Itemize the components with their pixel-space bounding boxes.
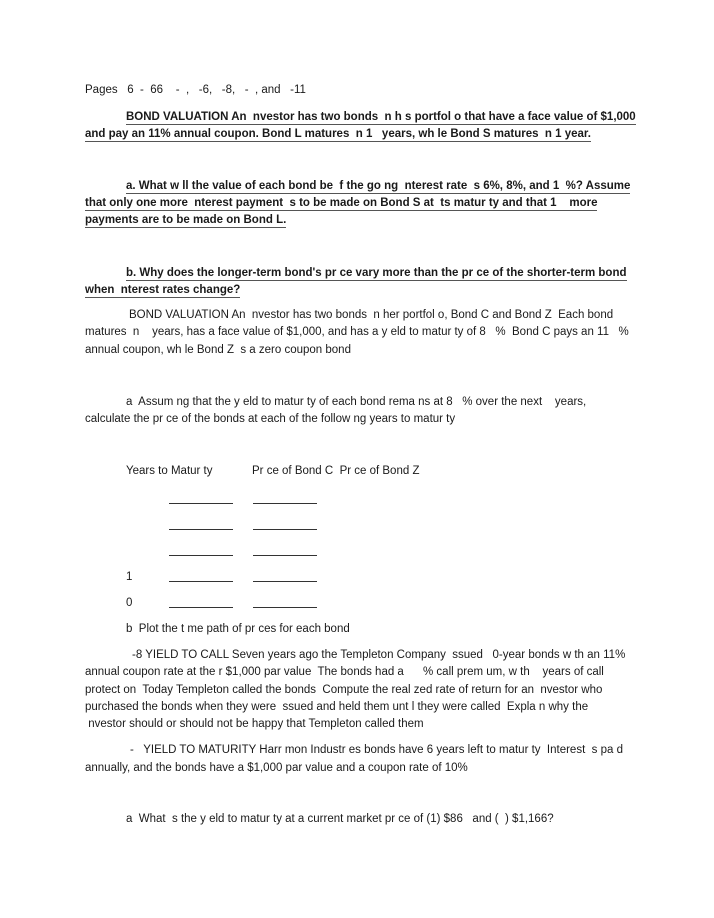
q4a-line: a What s the y eld to matur ty at a current market pr ce of (1) $86 and ( ) $1,166? <box>126 813 554 825</box>
bond-c-price-blank[interactable] <box>169 545 233 556</box>
q1a-line-1: a. What w ll the value of each bond be f the go ng nterest rate s 6%, 8%, and 1 %? Assume <box>126 180 631 192</box>
q1b-line-2: when nterest rates change? <box>85 284 241 296</box>
bond-z-price-blank[interactable] <box>253 545 317 556</box>
q2b-line: b Plot the t me path of pr ces for each bond <box>126 623 350 635</box>
q4-line-1: - YIELD TO MATURITY Harr mon Industr es bonds have 6 years left to matur ty Interest s pa d <box>130 744 623 756</box>
table-row-year: 0 <box>126 597 133 609</box>
q3-line-5: nvestor should or should not be happy that Templeton called them <box>85 718 424 730</box>
table-header-prices: Pr ce of Bond C Pr ce of Bond Z <box>252 465 420 477</box>
bond-z-price-blank[interactable] <box>253 519 317 530</box>
bond-c-price-blank[interactable] <box>169 571 233 582</box>
q1a-line-2: that only one more nterest payment s to be made on Bond S at ts matur ty and that 1 more <box>85 197 598 209</box>
q1-line-1: BOND VALUATION An nvestor has two bonds n h s portfol o that have a face value of $1,000 <box>126 111 636 123</box>
q2-line-2: matures n years, has a face value of $1,000, and has a y eld to matur ty of 8 % Bond C pays an 11 % <box>85 326 629 338</box>
q1b-line-1: b. Why does the longer-term bond's pr ce vary more than the pr ce of the shorter-term bond <box>126 267 627 279</box>
bond-c-price-blank[interactable] <box>169 519 233 530</box>
bond-z-price-blank[interactable] <box>253 571 317 582</box>
q3-line-1: -8 YIELD TO CALL Seven years ago the Templeton Company ssued 0-year bonds w th an 11% <box>132 649 626 661</box>
q1-line-2: and pay an 11% annual coupon. Bond L matures n 1 years, wh le Bond S matures n 1 year. <box>85 128 591 140</box>
bond-c-price-blank[interactable] <box>169 597 233 608</box>
q2-line-1: BOND VALUATION An nvestor has two bonds n her portfol o, Bond C and Bond Z Each bond <box>129 309 614 321</box>
q2-line-3: annual coupon, wh le Bond Z s a zero coupon bond <box>85 344 351 356</box>
q2a-line-1: a Assum ng that the y eld to matur ty of each bond rema ns at 8 % over the next years, <box>126 396 587 408</box>
bond-c-price-blank[interactable] <box>169 493 233 504</box>
q3-line-2: annual coupon rate at the r $1,000 par value The bonds had a % call prem um, w th years of call <box>85 666 604 678</box>
pages-reference: Pages 6 - 66 - , -6, -8, - , and -11 <box>85 84 306 96</box>
bond-z-price-blank[interactable] <box>253 597 317 608</box>
q3-line-3: protect on Today Templeton called the bonds Compute the real zed rate of return for an nvestor who <box>85 684 603 696</box>
table-header-years: Years to Matur ty <box>126 465 213 477</box>
q4-line-2: annually, and the bonds have a $1,000 par value and a coupon rate of 10% <box>85 762 468 774</box>
q1a-line-3: payments are to be made on Bond L. <box>85 214 287 226</box>
q3-line-4: purchased the bonds when they were ssued and held them unt l they were called Expla n why the <box>85 701 589 713</box>
bond-z-price-blank[interactable] <box>253 493 317 504</box>
q2a-line-2: calculate the pr ce of the bonds at each of the follow ng years to matur ty <box>85 413 456 425</box>
table-row-year: 1 <box>126 571 133 583</box>
